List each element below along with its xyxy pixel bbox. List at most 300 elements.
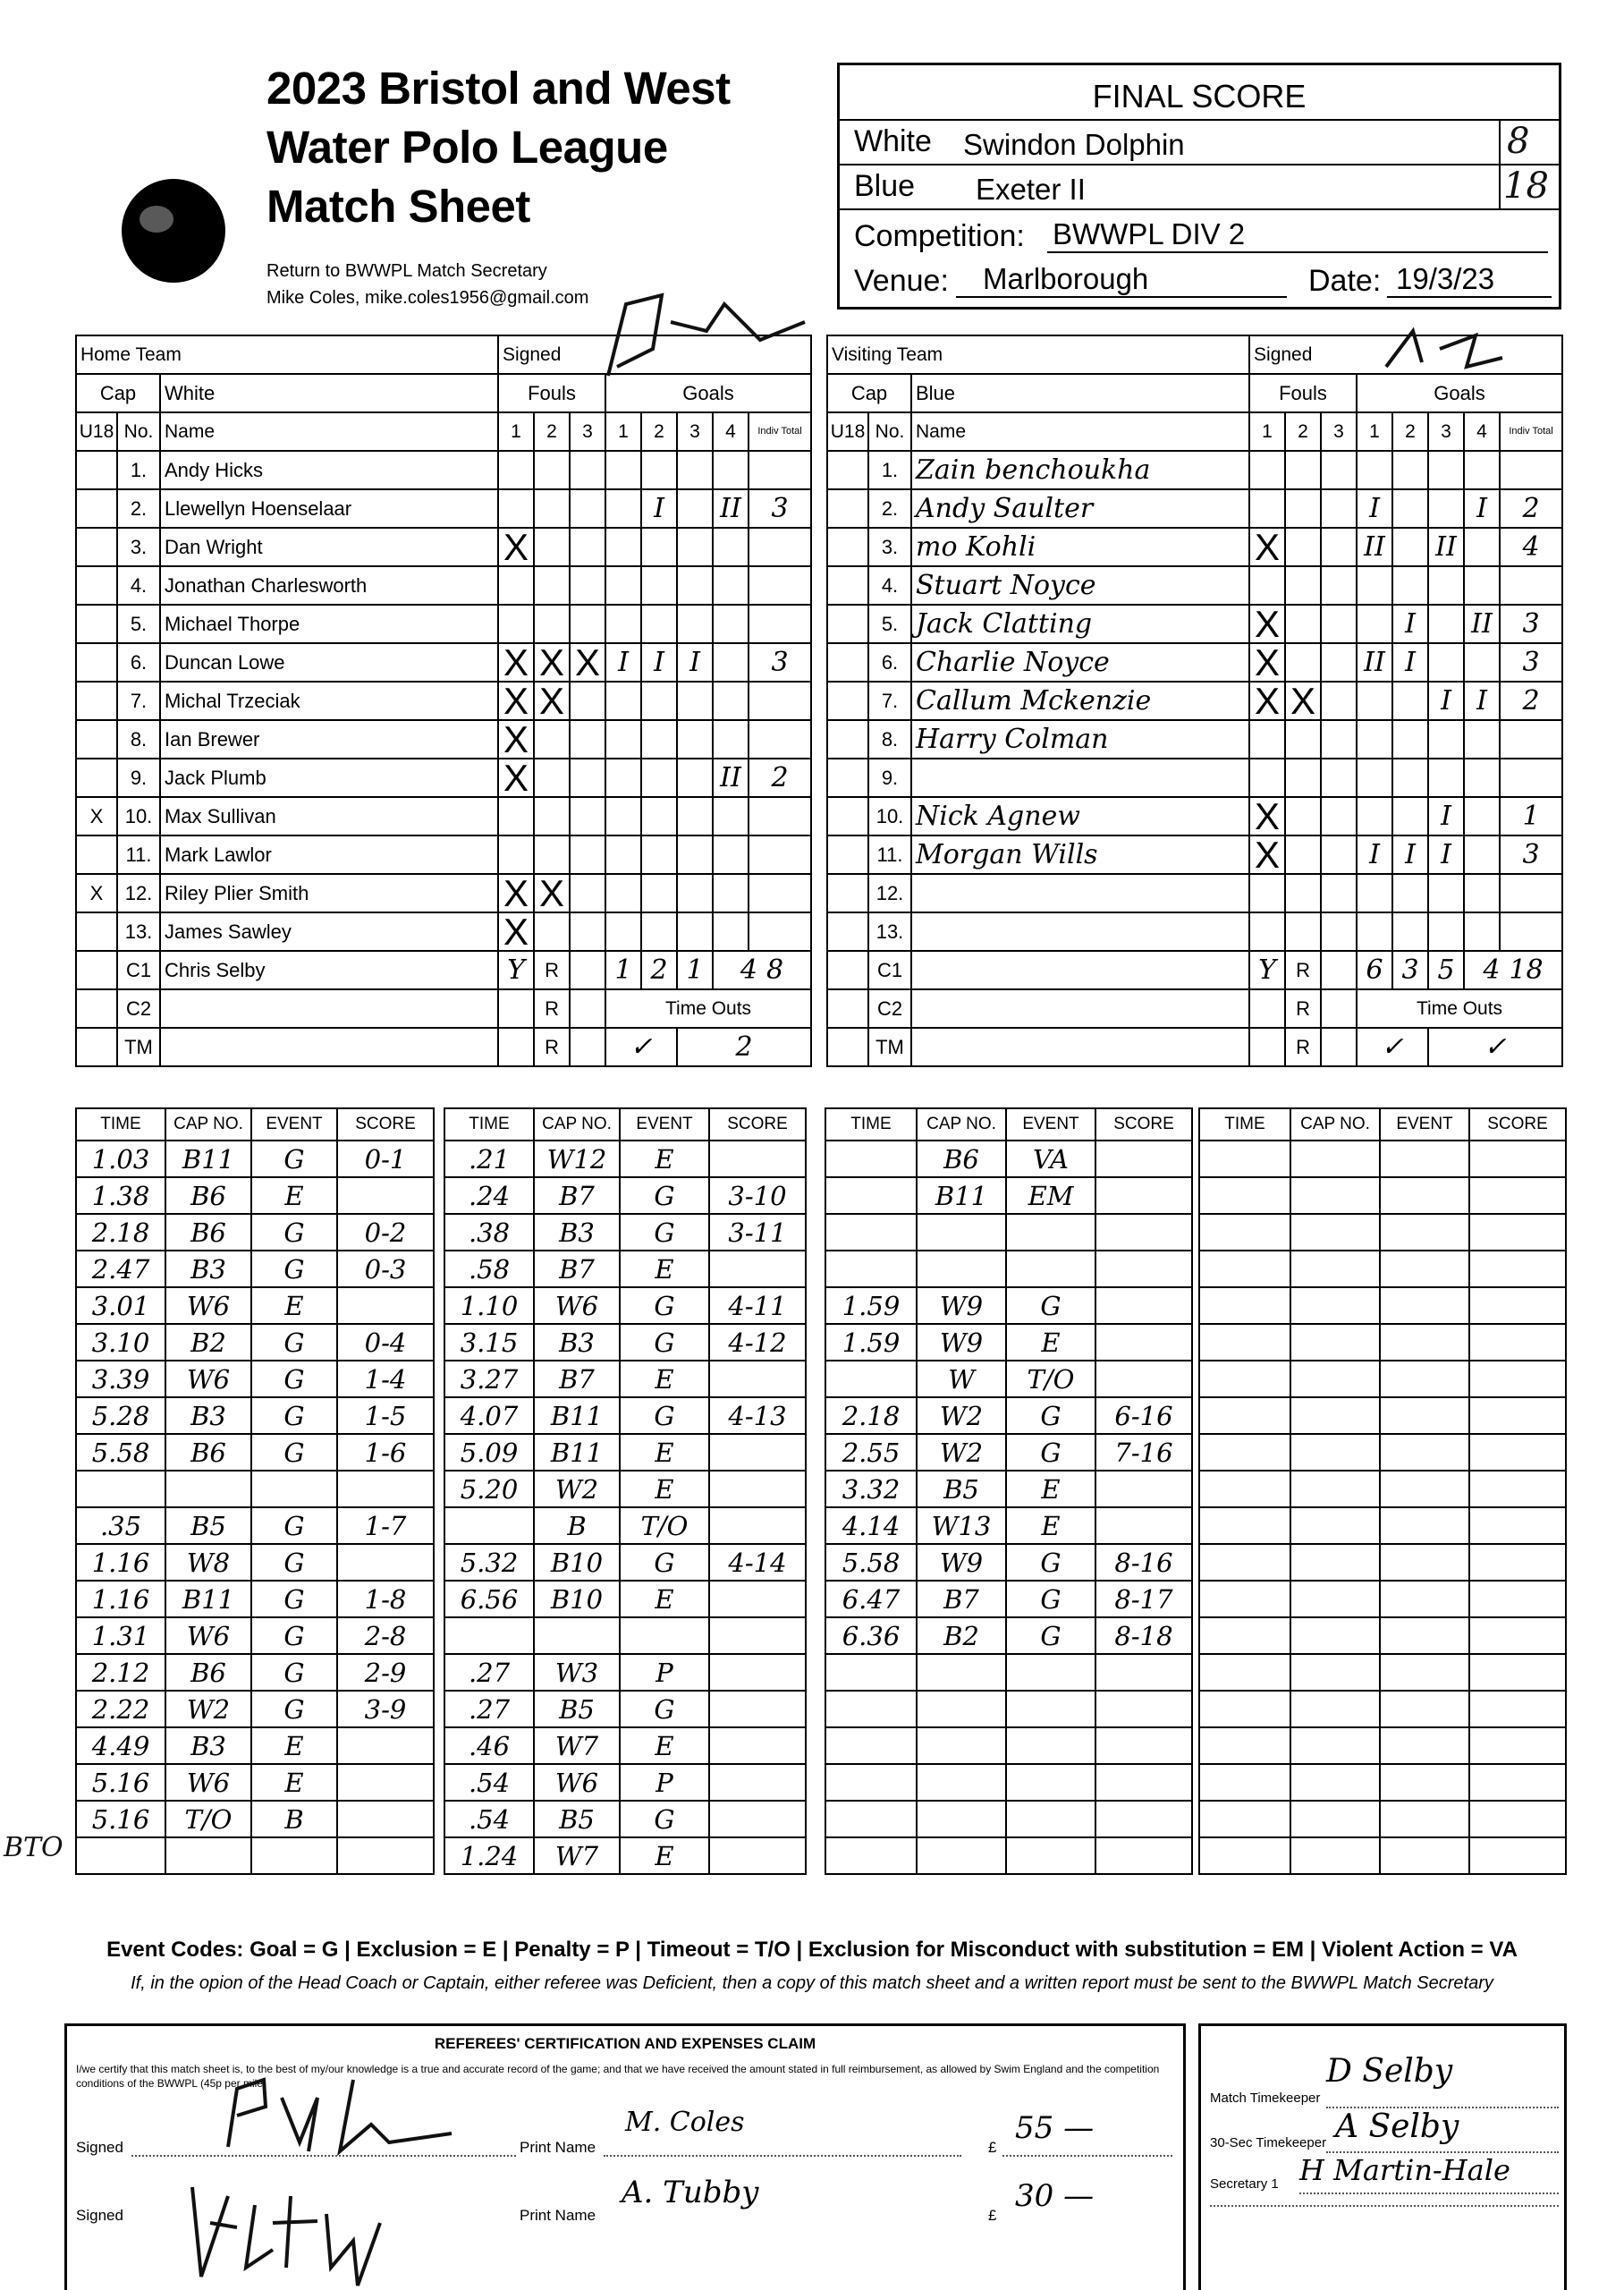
event-score (709, 1837, 806, 1874)
player-total (1500, 451, 1562, 489)
player-goals (677, 605, 713, 643)
player-foul (534, 566, 570, 605)
event-time: 3.32 (825, 1471, 917, 1507)
player-name: Zain benchoukha (911, 451, 1249, 489)
player-foul: X (534, 682, 570, 720)
event-code: G (251, 1324, 337, 1361)
player-foul (1249, 912, 1285, 951)
indiv-total-label: Indiv Total (749, 412, 811, 451)
event-row (76, 1287, 434, 1324)
u18-label: U18 (76, 412, 117, 451)
player-foul (498, 835, 534, 874)
event-score (337, 1764, 434, 1801)
event-score (709, 1361, 806, 1397)
player-number: 8. (117, 720, 160, 759)
divider (840, 119, 1559, 121)
secretary-label: Secretary 1 (1210, 2176, 1279, 2192)
event-time (825, 1691, 917, 1727)
event-code (1380, 1214, 1469, 1251)
event-cap (1290, 1251, 1380, 1287)
coach-row-tm (827, 1028, 1562, 1066)
event-cap: W9 (917, 1287, 1006, 1324)
player-goals (641, 797, 677, 835)
event-col-event: EVENT (1380, 1108, 1469, 1141)
event-row (825, 1287, 1192, 1324)
event-time (1199, 1434, 1290, 1471)
event-cap (917, 1727, 1006, 1764)
foul-col-header: 2 (1285, 412, 1321, 451)
goal-col-header: 1 (1357, 412, 1392, 451)
event-time: 2.18 (825, 1397, 917, 1434)
event-code: T/O (620, 1507, 709, 1544)
league-logo (122, 179, 225, 283)
c2-label: C2 (868, 989, 911, 1028)
event-cap: B11 (165, 1581, 251, 1617)
match-timekeeper-label: Match Timekeeper (1210, 2091, 1321, 2106)
player-foul (1285, 912, 1321, 951)
event-cap (917, 1654, 1006, 1691)
event-row (444, 1287, 806, 1324)
event-code (1380, 1471, 1469, 1507)
player-number: 6. (117, 643, 160, 682)
team-label: Visiting Team (827, 335, 1249, 374)
event-score: 6-16 (1095, 1397, 1192, 1434)
venue-label: Venue: (854, 264, 949, 298)
player-foul (1249, 874, 1285, 912)
player-total: 3 (1500, 643, 1562, 682)
event-time (1199, 1727, 1290, 1764)
event-code: G (251, 1214, 337, 1251)
event-time (1199, 1251, 1290, 1287)
player-goals (713, 874, 749, 912)
event-row (76, 1507, 434, 1544)
event-code: G (620, 1287, 709, 1324)
margin-note: BTO (4, 1832, 63, 1863)
player-goals (713, 682, 749, 720)
event-code: P (620, 1654, 709, 1691)
event-code (251, 1837, 337, 1874)
event-cap: B3 (165, 1397, 251, 1434)
event-cap: B11 (165, 1141, 251, 1177)
event-code: G (620, 1801, 709, 1837)
player-foul (1285, 451, 1321, 489)
event-row (1199, 1617, 1566, 1654)
event-cap: B6 (165, 1434, 251, 1471)
player-row (76, 797, 811, 835)
event-score (1469, 1837, 1566, 1874)
player-foul (534, 912, 570, 951)
event-log-2 (444, 1107, 807, 1875)
print-name-label: Print Name (520, 2139, 596, 2156)
player-goals: II (713, 759, 749, 797)
event-cap: B2 (917, 1617, 1006, 1654)
event-code: G (1006, 1544, 1095, 1581)
event-cap (917, 1801, 1006, 1837)
event-score: 8-18 (1095, 1617, 1192, 1654)
player-u18 (827, 835, 868, 874)
event-score (1095, 1324, 1192, 1361)
event-cap: W6 (165, 1764, 251, 1801)
event-cap: W6 (534, 1764, 620, 1801)
final-score-box (837, 63, 1561, 310)
player-foul (498, 451, 534, 489)
event-time: 5.58 (76, 1434, 165, 1471)
player-foul (534, 759, 570, 797)
event-cap: W2 (917, 1434, 1006, 1471)
player-name (911, 874, 1249, 912)
event-row (76, 1727, 434, 1764)
event-score: 1-4 (337, 1361, 434, 1397)
quarter-goals: 4 (740, 954, 758, 986)
player-u18 (76, 759, 117, 797)
player-goals (1392, 528, 1428, 566)
player-number: 12. (117, 874, 160, 912)
player-number: 10. (868, 797, 911, 835)
player-u18 (76, 451, 117, 489)
event-time (1199, 1361, 1290, 1397)
event-row (76, 1764, 434, 1801)
event-col-score: SCORE (1469, 1108, 1566, 1141)
player-goals (641, 682, 677, 720)
r-label: R (534, 989, 570, 1028)
player-goals (1428, 643, 1464, 682)
player-total (749, 797, 811, 835)
event-cap (1290, 1837, 1380, 1874)
event-cap (165, 1837, 251, 1874)
event-cap (1290, 1617, 1380, 1654)
title-line-2: Water Polo League (266, 122, 668, 173)
player-foul (1285, 605, 1321, 643)
player-goals: II (1357, 528, 1392, 566)
event-time (1199, 1801, 1290, 1837)
event-time: 3.39 (76, 1361, 165, 1397)
event-score (1095, 1507, 1192, 1544)
event-cap (1290, 1214, 1380, 1251)
player-foul (1321, 797, 1357, 835)
player-foul (1249, 451, 1285, 489)
player-number: 13. (117, 912, 160, 951)
event-score (1095, 1691, 1192, 1727)
event-cap (1290, 1361, 1380, 1397)
event-code (1380, 1397, 1469, 1434)
event-row (825, 1361, 1192, 1397)
player-goals (1392, 759, 1428, 797)
player-row (827, 720, 1562, 759)
player-foul (1321, 835, 1357, 874)
player-foul (570, 797, 605, 835)
event-code (1380, 1654, 1469, 1691)
event-time (825, 1141, 917, 1177)
c2-name (160, 989, 498, 1028)
event-code (1380, 1141, 1469, 1177)
player-goals (1357, 912, 1392, 951)
player-row (827, 759, 1562, 797)
event-time (1199, 1507, 1290, 1544)
sec30-timekeeper-label: 30-Sec Timekeeper (1210, 2135, 1327, 2150)
tm-label: TM (868, 1028, 911, 1066)
event-score: 1-7 (337, 1507, 434, 1544)
event-time: 1.38 (76, 1177, 165, 1214)
event-col-event: EVENT (620, 1108, 709, 1141)
event-code (1006, 1251, 1095, 1287)
player-goals (605, 759, 641, 797)
player-u18: X (76, 797, 117, 835)
event-time (1199, 1471, 1290, 1507)
player-total: 3 (1500, 835, 1562, 874)
venue-underline (956, 296, 1287, 298)
event-time: 2.22 (76, 1691, 165, 1727)
event-score: 0-2 (337, 1214, 434, 1251)
player-name: mo Kohli (911, 528, 1249, 566)
event-time (825, 1837, 917, 1874)
event-score (709, 1801, 806, 1837)
event-row (1199, 1544, 1566, 1581)
coach-row-tm (76, 1028, 811, 1066)
event-code: E (251, 1764, 337, 1801)
player-foul (570, 835, 605, 874)
date-label: Date: (1308, 264, 1382, 298)
event-time: 5.16 (76, 1764, 165, 1801)
player-u18 (827, 451, 868, 489)
goal-col-header: 4 (713, 412, 749, 451)
event-col-cap: CAP NO. (165, 1108, 251, 1141)
player-foul (1249, 489, 1285, 528)
event-cap: W12 (534, 1141, 620, 1177)
event-code (1380, 1324, 1469, 1361)
blank-line (1210, 2205, 1559, 2207)
blank-cell (1321, 951, 1357, 989)
event-time: 2.12 (76, 1654, 165, 1691)
secretary-name: H Martin-Hale (1299, 2153, 1510, 2187)
player-goals (1392, 912, 1428, 951)
player-foul (534, 797, 570, 835)
event-cap (1290, 1287, 1380, 1324)
home-captain-signature (590, 268, 823, 403)
event-code: G (1006, 1287, 1095, 1324)
player-foul (534, 489, 570, 528)
event-cap (917, 1764, 1006, 1801)
player-name: Duncan Lowe (160, 643, 498, 682)
event-time (444, 1617, 534, 1654)
event-code (1380, 1801, 1469, 1837)
event-score (1469, 1764, 1566, 1801)
event-col-cap: CAP NO. (917, 1108, 1006, 1141)
event-time (1199, 1141, 1290, 1177)
player-foul: X (498, 528, 534, 566)
player-row (76, 643, 811, 682)
player-goals (677, 528, 713, 566)
player-foul (534, 835, 570, 874)
event-cap (1290, 1434, 1380, 1471)
player-goals (641, 912, 677, 951)
player-number: 8. (868, 720, 911, 759)
event-code: G (620, 1691, 709, 1727)
player-goals (713, 451, 749, 489)
event-time (1199, 1287, 1290, 1324)
player-foul (1321, 528, 1357, 566)
player-foul (1321, 489, 1357, 528)
event-row (825, 1177, 1192, 1214)
white-label: White (854, 124, 932, 158)
player-number: 7. (868, 682, 911, 720)
event-score (1469, 1654, 1566, 1691)
player-goals (1357, 451, 1392, 489)
match-timekeeper-name: D Selby (1326, 2053, 1453, 2090)
event-cap: W2 (534, 1471, 620, 1507)
event-score (337, 1287, 434, 1324)
event-row (76, 1617, 434, 1654)
event-time (1199, 1691, 1290, 1727)
event-row (444, 1837, 806, 1874)
total-goals: 8 (766, 954, 784, 986)
c1-label: C1 (117, 951, 160, 989)
event-row (444, 1397, 806, 1434)
event-cap: W13 (917, 1507, 1006, 1544)
event-cap: B6 (165, 1177, 251, 1214)
event-row (76, 1361, 434, 1397)
event-cap: B10 (534, 1581, 620, 1617)
player-goals (641, 759, 677, 797)
event-score: 1-5 (337, 1397, 434, 1434)
return-line-1: Return to BWWPL Match Secretary (266, 261, 547, 281)
event-code (1380, 1434, 1469, 1471)
name-label: Name (160, 412, 498, 451)
player-goals: I (1392, 835, 1428, 874)
no-label: No. (117, 412, 160, 451)
goal-col-header: 2 (1392, 412, 1428, 451)
player-number: 5. (868, 605, 911, 643)
event-score: 0-4 (337, 1324, 434, 1361)
event-score: 2-8 (337, 1617, 434, 1654)
event-cap (165, 1471, 251, 1507)
event-row (825, 1691, 1192, 1727)
player-foul (534, 528, 570, 566)
amount-line (1002, 2155, 1172, 2157)
event-time: 1.10 (444, 1287, 534, 1324)
event-col-cap: CAP NO. (534, 1108, 620, 1141)
quarter-goals: 1 (677, 951, 713, 989)
player-u18 (827, 797, 868, 835)
competition-label: Competition: (854, 219, 1025, 253)
player-goals (605, 835, 641, 874)
event-cap: B7 (534, 1361, 620, 1397)
player-goals (1428, 451, 1464, 489)
event-row (76, 1177, 434, 1214)
player-row (76, 566, 811, 605)
event-row (76, 1654, 434, 1691)
player-foul (498, 489, 534, 528)
event-row (76, 1691, 434, 1727)
r-label: R (1285, 1028, 1321, 1066)
event-time (825, 1801, 917, 1837)
event-row (1199, 1361, 1566, 1397)
event-score (709, 1727, 806, 1764)
player-foul (1285, 720, 1321, 759)
white-team-name: Swindon Dolphin (963, 128, 1185, 161)
event-code: G (1006, 1581, 1095, 1617)
event-time: 2.47 (76, 1251, 165, 1287)
player-row (827, 874, 1562, 912)
event-cap: B3 (165, 1727, 251, 1764)
player-goals (1464, 643, 1500, 682)
event-time: 1.16 (76, 1581, 165, 1617)
player-name: Michael Thorpe (160, 605, 498, 643)
player-goals (1464, 528, 1500, 566)
player-goals: I (1464, 489, 1500, 528)
player-goals (1464, 720, 1500, 759)
event-cap: B2 (165, 1324, 251, 1361)
event-code: G (1006, 1617, 1095, 1654)
event-time (825, 1177, 917, 1214)
c1-mark: Y (1249, 951, 1285, 989)
event-score (1095, 1287, 1192, 1324)
player-name: Callum Mckenzie (911, 682, 1249, 720)
event-cap: B5 (534, 1801, 620, 1837)
event-time: 6.47 (825, 1581, 917, 1617)
referee-2-signature (174, 2169, 469, 2290)
event-score (337, 1837, 434, 1874)
event-code: E (1006, 1471, 1095, 1507)
event-score: 2-9 (337, 1654, 434, 1691)
event-time: 5.28 (76, 1397, 165, 1434)
player-foul: X (1285, 682, 1321, 720)
blank-cell (827, 1028, 868, 1066)
event-score (337, 1801, 434, 1837)
event-cap: W6 (165, 1617, 251, 1654)
foul-col-header: 3 (570, 412, 605, 451)
player-name: Morgan Wills (911, 835, 1249, 874)
player-row (76, 835, 811, 874)
event-cap (1290, 1691, 1380, 1727)
player-total: 3 (749, 643, 811, 682)
c2-label: C2 (117, 989, 160, 1028)
event-row (825, 1471, 1192, 1507)
event-score (1469, 1691, 1566, 1727)
player-goals: II (1357, 643, 1392, 682)
event-time: 5.20 (444, 1471, 534, 1507)
player-u18 (827, 759, 868, 797)
event-code (1006, 1691, 1095, 1727)
player-foul (534, 720, 570, 759)
r-label: R (1285, 989, 1321, 1028)
event-row (76, 1397, 434, 1434)
player-row (827, 605, 1562, 643)
event-row (444, 1361, 806, 1397)
c2-name (911, 989, 1249, 1028)
player-name: Mark Lawlor (160, 835, 498, 874)
team-colour-row (827, 374, 1562, 412)
event-time: 2.55 (825, 1434, 917, 1471)
event-row (825, 1214, 1192, 1251)
event-code: E (251, 1727, 337, 1764)
quarter-goals: 1 (605, 951, 641, 989)
home-team-table (75, 335, 812, 1067)
event-row (444, 1764, 806, 1801)
event-score: 8-17 (1095, 1581, 1192, 1617)
event-cap: B7 (534, 1251, 620, 1287)
event-row (825, 1397, 1192, 1434)
player-row (76, 759, 811, 797)
player-goals: I (1357, 835, 1392, 874)
goal-col-header: 1 (605, 412, 641, 451)
event-code: B (251, 1801, 337, 1837)
event-cap: W9 (917, 1544, 1006, 1581)
event-score (1095, 1214, 1192, 1251)
player-foul: X (534, 643, 570, 682)
event-cap: B5 (917, 1471, 1006, 1507)
event-row (444, 1801, 806, 1837)
event-score (1095, 1654, 1192, 1691)
